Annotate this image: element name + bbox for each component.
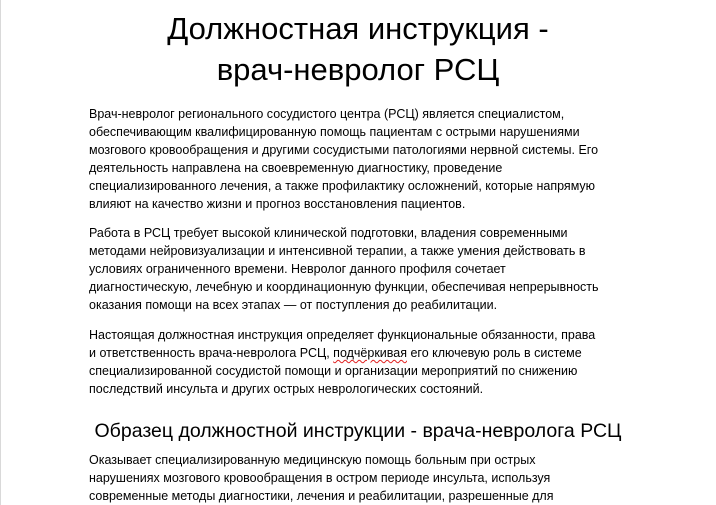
text-line: мозгового кровообращения и другими сосудистыми патологиями нервной системы. Его bbox=[89, 143, 599, 157]
text-line: нарушениях мозгового кровообращения в остром периоде инсульта, используя bbox=[89, 471, 551, 485]
text-line: последствий инсульта и других острых неврологических состояний. bbox=[89, 382, 484, 396]
text-line: Оказывает специализированную медицинскую помощь больным при острых bbox=[89, 453, 536, 467]
intro-paragraph-1 bbox=[89, 105, 629, 213]
intro-paragraph-3 bbox=[89, 326, 629, 398]
text-line: Врач-невролог регионального сосудистого центра (РСЦ) является специалистом, bbox=[89, 107, 565, 121]
text-segment: и ответственность врача-невролога РСЦ, bbox=[89, 346, 334, 360]
text-line: Настоящая должностная инструкция определяет функциональные обязанности, права bbox=[89, 328, 596, 342]
text-line: специализированного лечения, а также профилактику осложнений, которые напрямую bbox=[89, 179, 596, 193]
text-line: современные методы диагностики, лечения и реабилитации, разрешенные для bbox=[89, 489, 554, 503]
text-line: условиях ограниченного времени. Невролог данного профиля сочетает bbox=[89, 262, 506, 276]
document-title-line-1: Должностная инструкция - bbox=[167, 11, 549, 46]
text-line: специализированной сосудистой помощи и организации мероприятий по снижению bbox=[89, 364, 578, 378]
text-line: методами нейровизуализации и интенсивной терапии, а также умения действовать в bbox=[89, 244, 586, 258]
section-heading: Образец должностной инструкции - врача-невролога РСЦ bbox=[94, 420, 622, 442]
text-segment: его ключевую роль в системе bbox=[407, 346, 582, 360]
spellcheck-flagged-word[interactable]: подчёркивая bbox=[333, 346, 407, 360]
text-line: Работа в РСЦ требует высокой клинической подготовки, владения современными bbox=[89, 226, 568, 240]
text-line: диагностическую, лечебную и координационную функции, обеспечивая непрерывность bbox=[89, 280, 599, 294]
text-line: деятельность направлена на своевременную диагностику, проведение bbox=[89, 161, 503, 175]
text-line: оказания помощи на всех этапах — от поступления до реабилитации. bbox=[89, 298, 498, 312]
text-line: влияют на качество жизни и прогноз восстановления пациентов. bbox=[89, 197, 466, 211]
document-title-line-2: врач-невролог РСЦ bbox=[216, 52, 500, 87]
intro-paragraph-2 bbox=[89, 224, 629, 314]
text-line bbox=[89, 344, 629, 362]
text-line: обеспечивающим квалифицированную помощь пациентам с острыми нарушениями bbox=[89, 125, 580, 139]
section-paragraph-1 bbox=[89, 451, 629, 505]
